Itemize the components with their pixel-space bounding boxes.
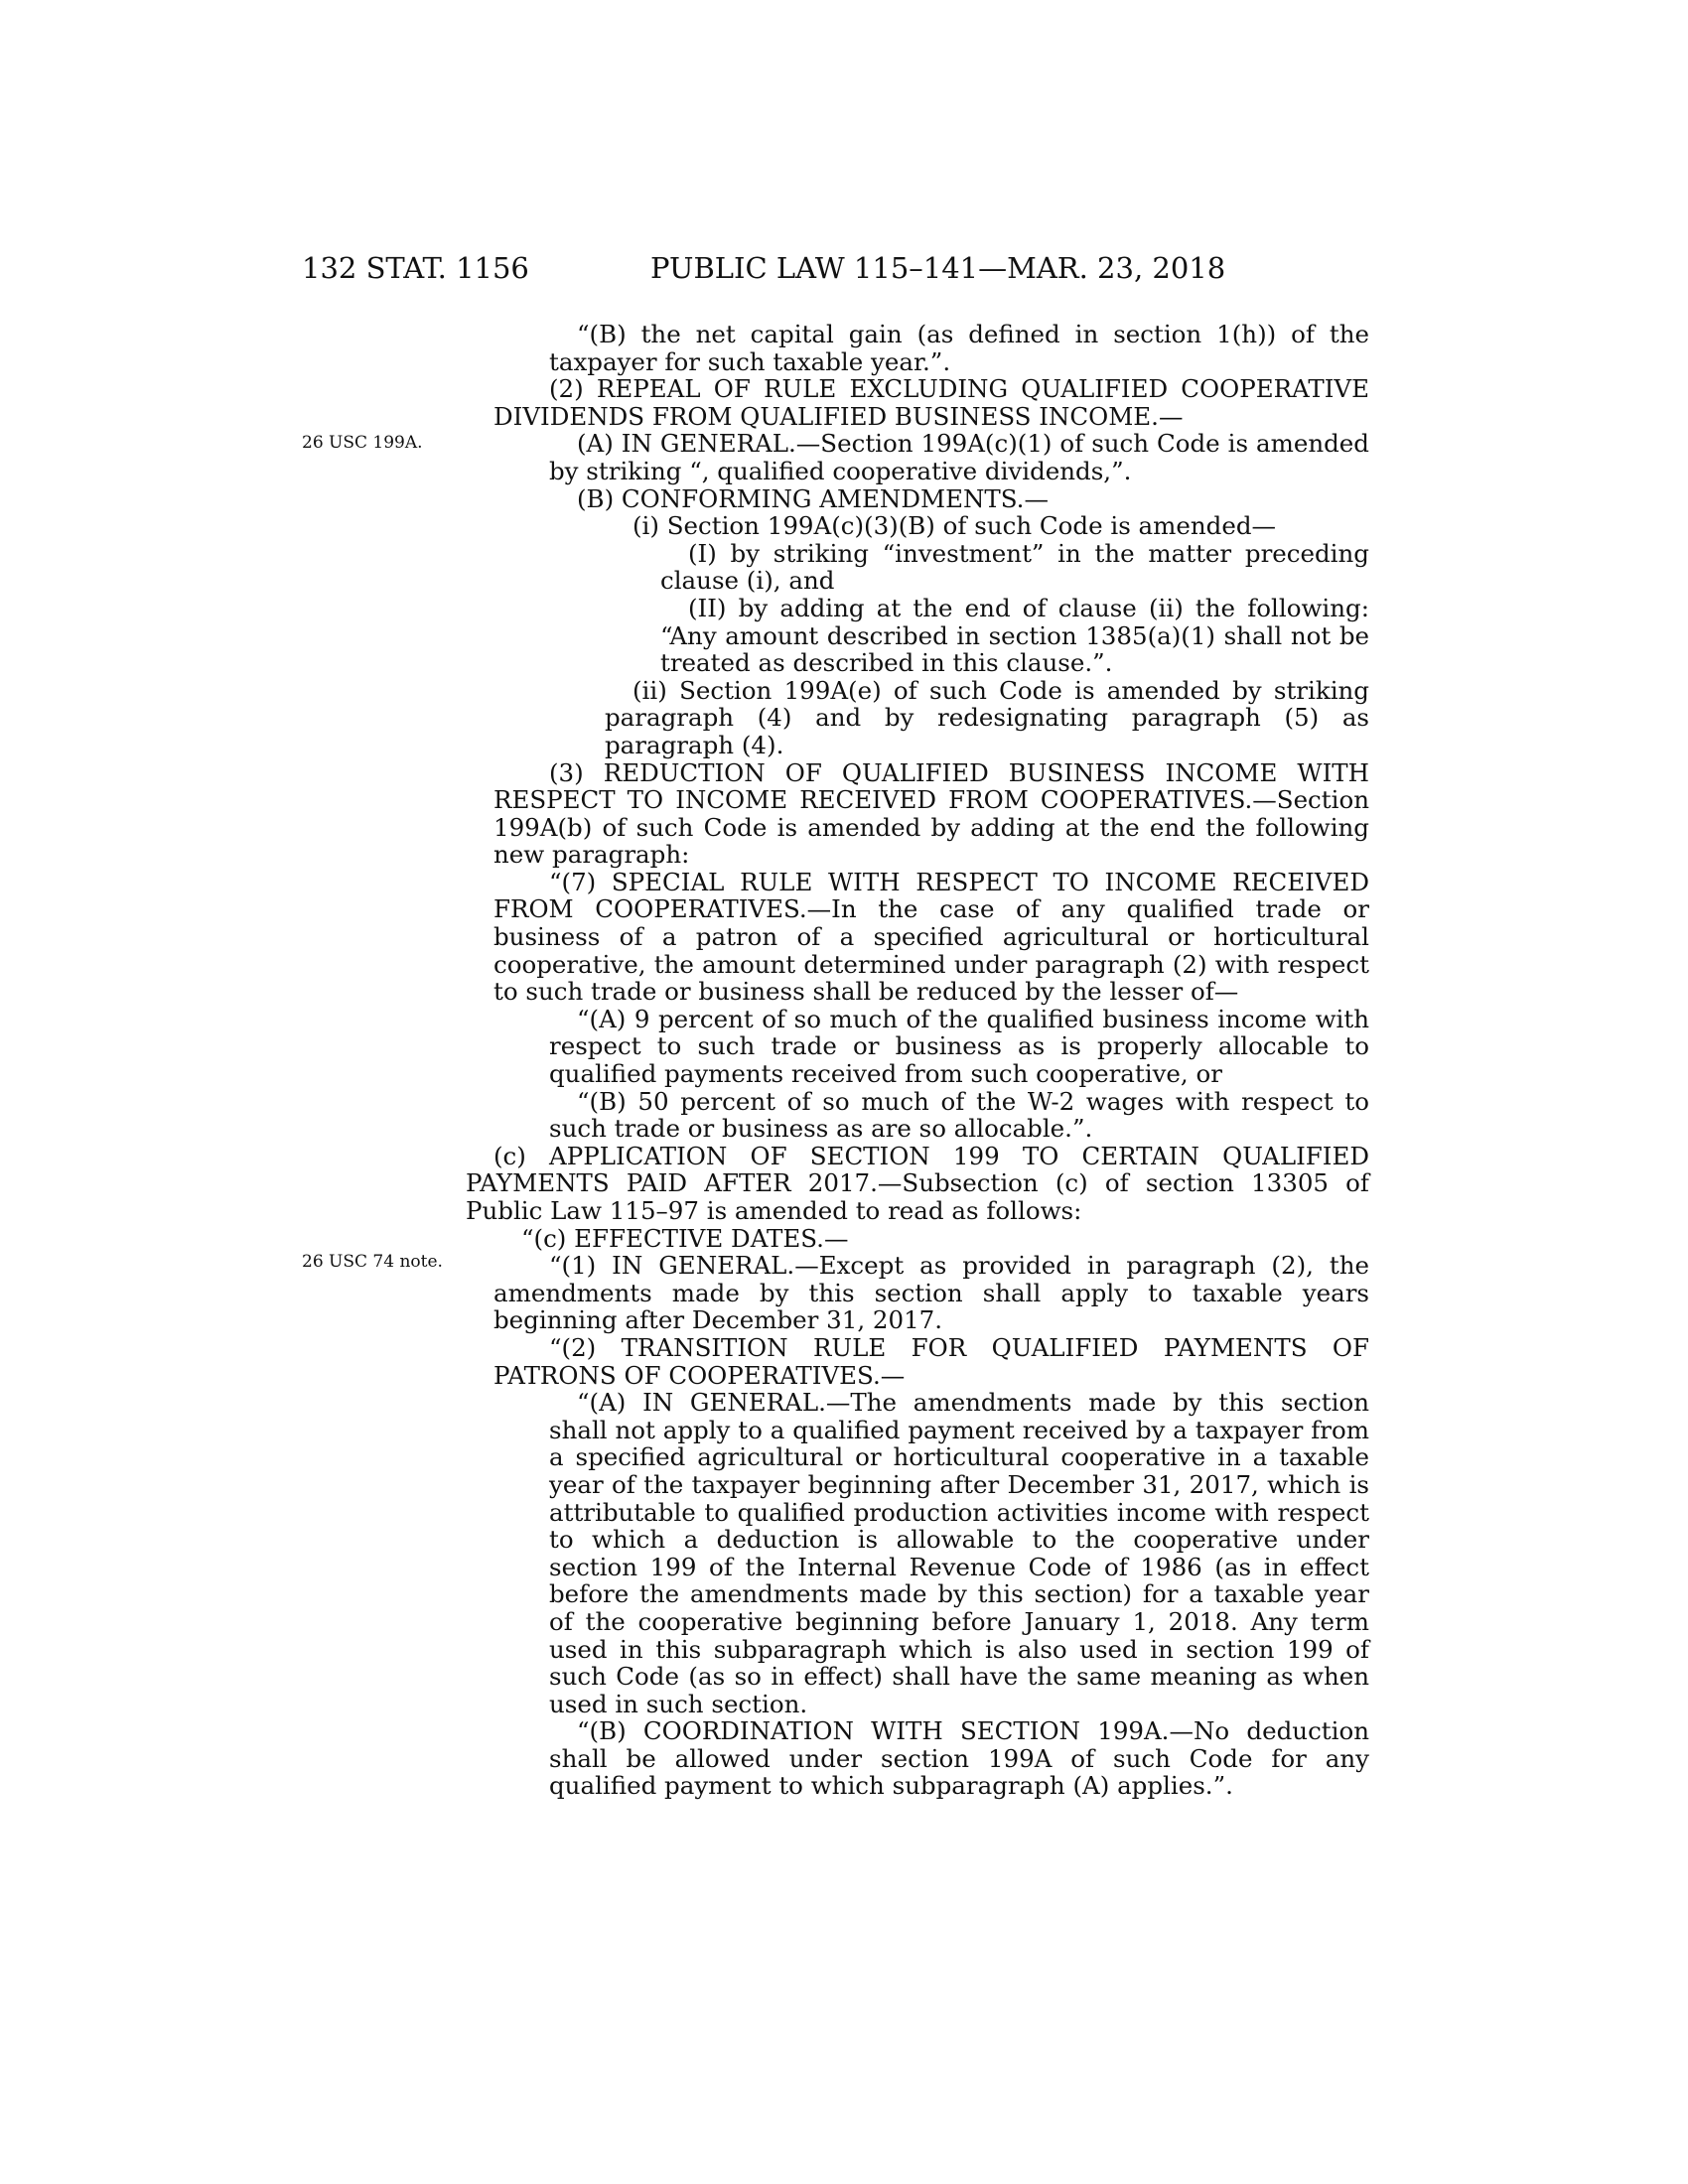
paragraph-7a-nine-percent: “(A) 9 percent of so much of the qualified business income with respect to such trade or business as is properly allocable to qualified payments received from such cooperative, or (549, 1004, 1369, 1089)
margin-citation-199a: 26 USC 199A. (302, 433, 423, 453)
paragraph-2a-in-general: (A) IN GENERAL.—Section 199A(c)(1) of such Code is amended by striking “, qualified cooperative dividends,”. (549, 429, 1369, 485)
paragraph-c-application: (c) APPLICATION OF SECTION 199 TO CERTAIN QUALIFIED PAYMENTS PAID AFTER 2017.—Subsection (c) of section 13305 of Public Law 115–97 is amended to read as follows: (466, 1141, 1369, 1225)
paragraph-c1-in-general: “(1) IN GENERAL.—Except as provided in paragraph (2), the amendments made by this section shall apply to taxable years beginning after December 31, 2017. (493, 1251, 1369, 1335)
margin-citation-74-note: 26 USC 74 note. (302, 1252, 443, 1272)
statute-page-number: 132 STAT. 1156 (302, 251, 529, 285)
paragraph-1b-net-capital-gain: “(B) the net capital gain (as defined in section 1(h)) of the taxpayer for such taxable year.”. (549, 320, 1369, 376)
paragraph-7-special-rule: “(7) SPECIAL RULE WITH RESPECT TO INCOME RECEIVED FROM COOPERATIVES.—In the case of any qualified trade or business of a patron of a specified agricultural or horticultural cooperative, the amount determined under paragraph (2) with respect to such trade or business shall be reduced by the lesser of— (493, 867, 1369, 1007)
paragraph-7b-fifty-percent: “(B) 50 percent of so much of the W-2 wages with respect to such trade or business as are so allocable.”. (549, 1086, 1369, 1144)
paragraph-c2a-in-general: “(A) IN GENERAL.—The amendments made by this section shall not apply to a qualified payment received by a taxpayer from a specified agricultural or horticultural cooperative in a taxable year of the taxpayer beginning after December 31, 2017, which is attributable to qualified production activities income with respect to which a deduction is allowable to the cooperative under section 199 of the Internal Revenue Code of 1986 (as in effect before the amendments made by this section) for a taxable year of the cooperative beginning before January 1, 2018. Any term used in this subparagraph which is also used in section 199 of such Code (as so in effect) shall have the same meaning as when used in such section. (549, 1388, 1369, 1718)
paragraph-c2b-coordination: “(B) COORDINATION WITH SECTION 199A.—No deduction shall be allowed under section 199A of such Code for any qualified payment to which subparagraph (A) applies.”. (549, 1716, 1369, 1801)
paragraph-c2-transition-rule: “(2) TRANSITION RULE FOR QUALIFIED PAYMENTS OF PATRONS OF COOPERATIVES.— (493, 1332, 1369, 1390)
paragraph-3-reduction: (3) REDUCTION OF QUALIFIED BUSINESS INCOME WITH RESPECT TO INCOME RECEIVED FROM COOPERATIVES.—Section 199A(b) of such Code is amended by adding at the end the following new paragraph: (493, 757, 1369, 870)
paragraph-subclause-I: (I) by striking “investment” in the matter preceding clause (i), and (660, 538, 1369, 596)
paragraph-c-effective-dates: “(c) EFFECTIVE DATES.— (521, 1223, 849, 1253)
paragraph-clause-i: (i) Section 199A(c)(3)(B) of such Code is amended— (633, 511, 1277, 541)
paragraph-clause-ii: (ii) Section 199A(e) of such Code is amended by striking paragraph (4) and by redesignating paragraph (5) as paragraph (4). (605, 675, 1369, 759)
paragraph-subclause-II: (II) by adding at the end of clause (ii) the following: “Any amount described in section 1385(a)(1) shall not be treated as described in this clause.”. (660, 593, 1369, 678)
body-text (466, 320, 1369, 1801)
paragraph-2-repeal-heading: (2) REPEAL OF RULE EXCLUDING QUALIFIED COOPERATIVE DIVIDENDS FROM QUALIFIED BUSINESS INCOME.— (493, 374, 1369, 431)
page-header-title: PUBLIC LAW 115–141—MAR. 23, 2018 (650, 251, 1226, 285)
paragraph-2b-conforming-heading: (B) CONFORMING AMENDMENTS.— (577, 483, 1049, 513)
